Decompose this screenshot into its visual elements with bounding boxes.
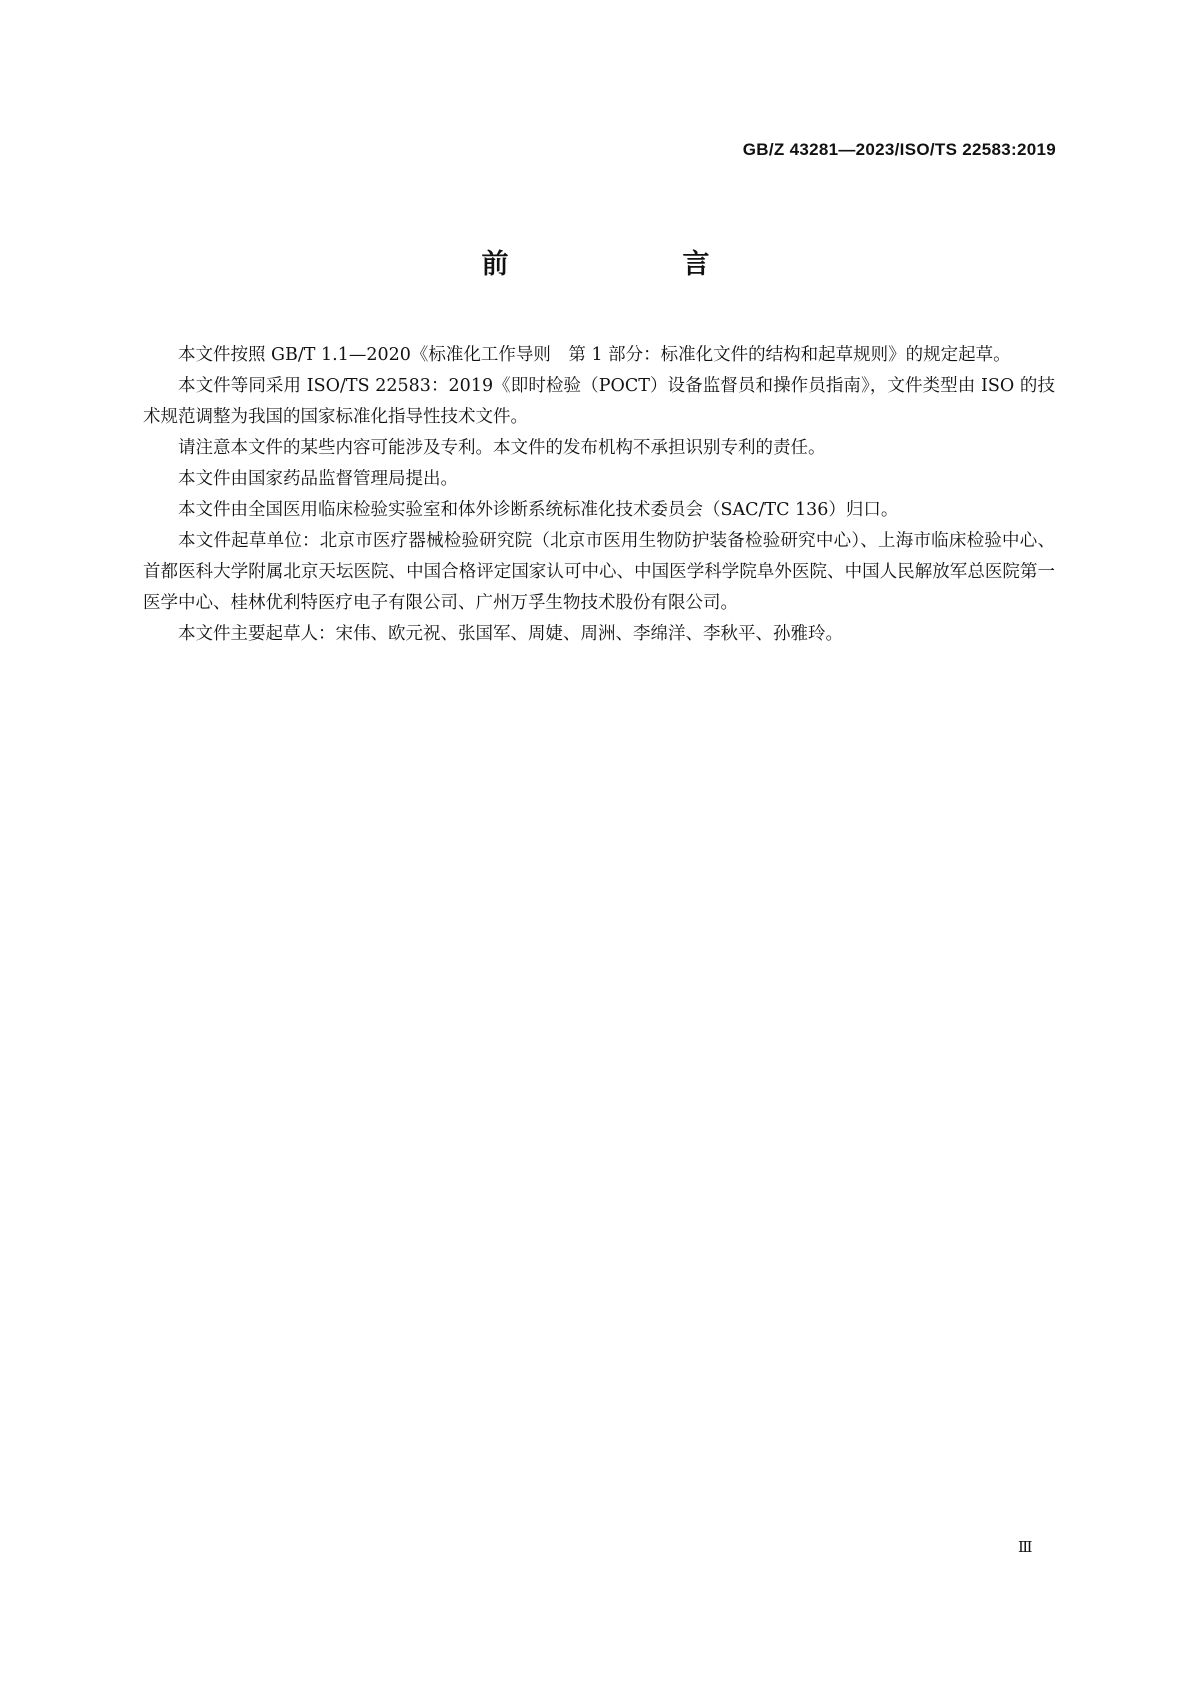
paragraph-centralized-unit: 本文件由全国医用临床检验实验室和体外诊断系统标准化技术委员会（SAC/TC 136）归口。 xyxy=(178,500,899,520)
page-number: Ⅲ xyxy=(1018,1540,1033,1556)
document-code: GB/Z 43281—2023/ISO/TS 22583:2019 xyxy=(742,140,1056,159)
paragraph-proposer: 本文件由国家药品监督管理局提出。 xyxy=(178,469,458,489)
page-title: 前 言 xyxy=(481,249,750,280)
paragraph-patent-notice: 请注意本文件的某些内容可能涉及专利。本文件的发布机构不承担识别专利的责任。 xyxy=(178,438,826,458)
paragraph-drafting-units: 本文件起草单位：北京市医疗器械检验研究院（北京市医用生物防护装备检验研究中心）、上海市临床检验中心、首都医科大学附属北京天坛医院、中国合格评定国家认可中心、中国医学科学院阜外医院、中国人民解放军总医院第一医学中心、桂林优利特医疗电子有限公司、广州万孚生物技术股份有限公司。 xyxy=(143,531,1055,613)
paragraph-drafting-rules: 本文件按照 GB/T 1.1—2020《标准化工作导则 第 1 部分：标准化文件的结构和起草规则》的规定起草。 xyxy=(178,345,1011,365)
foreword-body xyxy=(143,340,1055,650)
paragraph-adoption: 本文件等同采用 ISO/TS 22583：2019《即时检验（POCT）设备监督员和操作员指南》，文件类型由 ISO 的技术规范调整为我国的国家标准化指导性技术文件。 xyxy=(143,376,1055,427)
paragraph-drafters: 本文件主要起草人：宋伟、欧元祝、张国军、周婕、周洲、李绵洋、李秋平、孙雅玲。 xyxy=(178,624,843,644)
